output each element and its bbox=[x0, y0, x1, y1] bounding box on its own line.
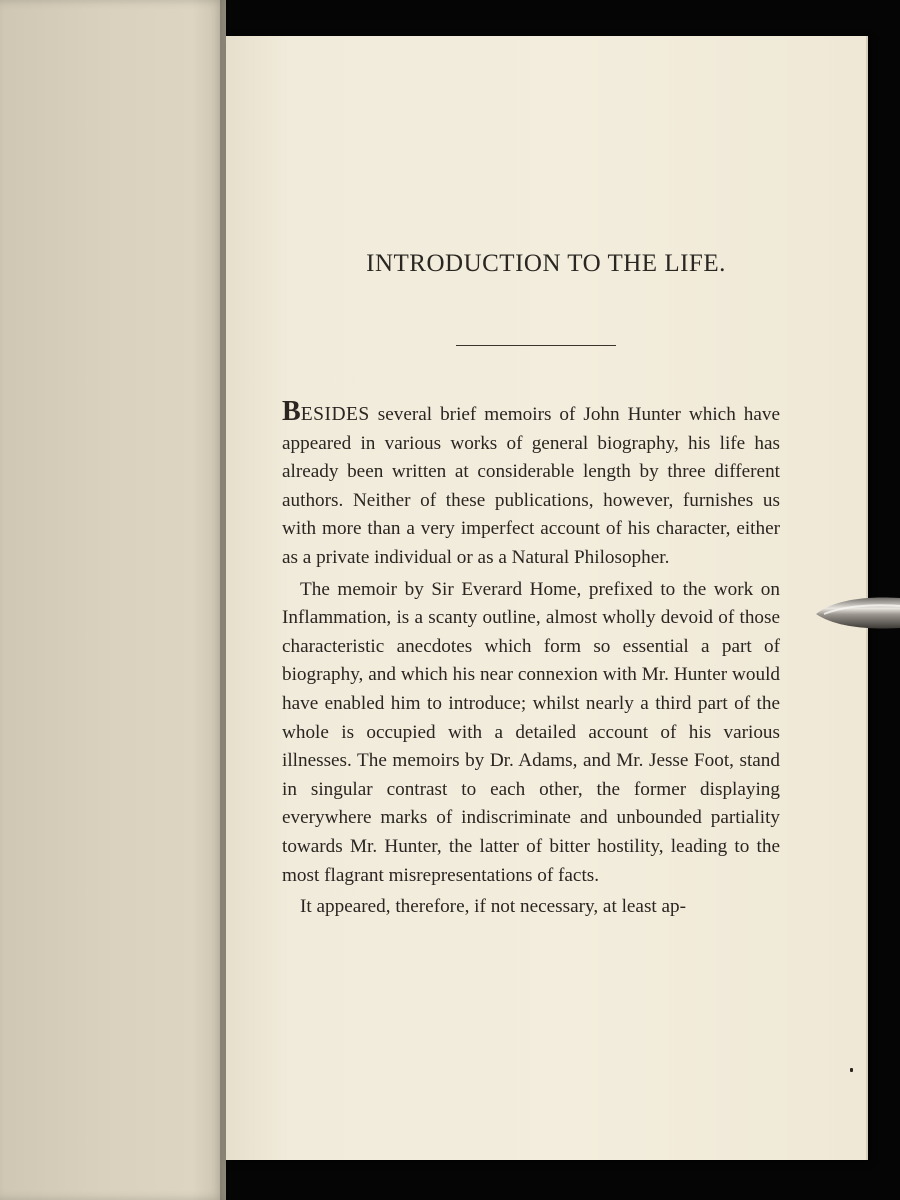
drop-capital: B bbox=[282, 396, 301, 427]
body-text bbox=[282, 398, 780, 925]
ink-speck bbox=[850, 1068, 853, 1072]
opening-small-caps: ESIDES bbox=[300, 404, 370, 425]
paragraph-1 bbox=[282, 398, 780, 573]
metal-bookmark-icon bbox=[814, 590, 900, 636]
facing-left-page bbox=[0, 0, 226, 1200]
chapter-title: INTRODUCTION TO THE LIFE. bbox=[366, 250, 726, 277]
paragraph-3: It appeared, therefore, if not necessary, at least ap- bbox=[300, 896, 687, 918]
title-rule bbox=[456, 345, 616, 346]
paragraph-2: The memoir by Sir Everard Home, prefixed to the work on Inflammation, is a scanty outline, almost wholly devoid of those characteristic anecdotes which form so essential a part of biography, and which his near connexion with Mr. Hunter would have enabled him to introduce; whilst nearly a third part of the whole is occupied with a detailed account of his various illnesses. The memoirs by Dr. Adams, and Mr. Jesse Foot, stand in singular contrast to each other, the former displaying everywhere marks of indiscriminate and unbounded partiality towards Mr. Hunter, the latter of bitter hostility, leading to the most flagrant misrepresentations of facts. bbox=[282, 578, 780, 886]
right-page bbox=[226, 36, 866, 1160]
paragraph-1-text: several brief memoirs of John Hunter which have appeared in various works of general biography, his life has already been written at considerable length by three different authors. Neither of these publications, however, furnishes us with more than a very imperfect account of his character, either as a private individual or as a Natural Philosopher. bbox=[282, 404, 780, 568]
